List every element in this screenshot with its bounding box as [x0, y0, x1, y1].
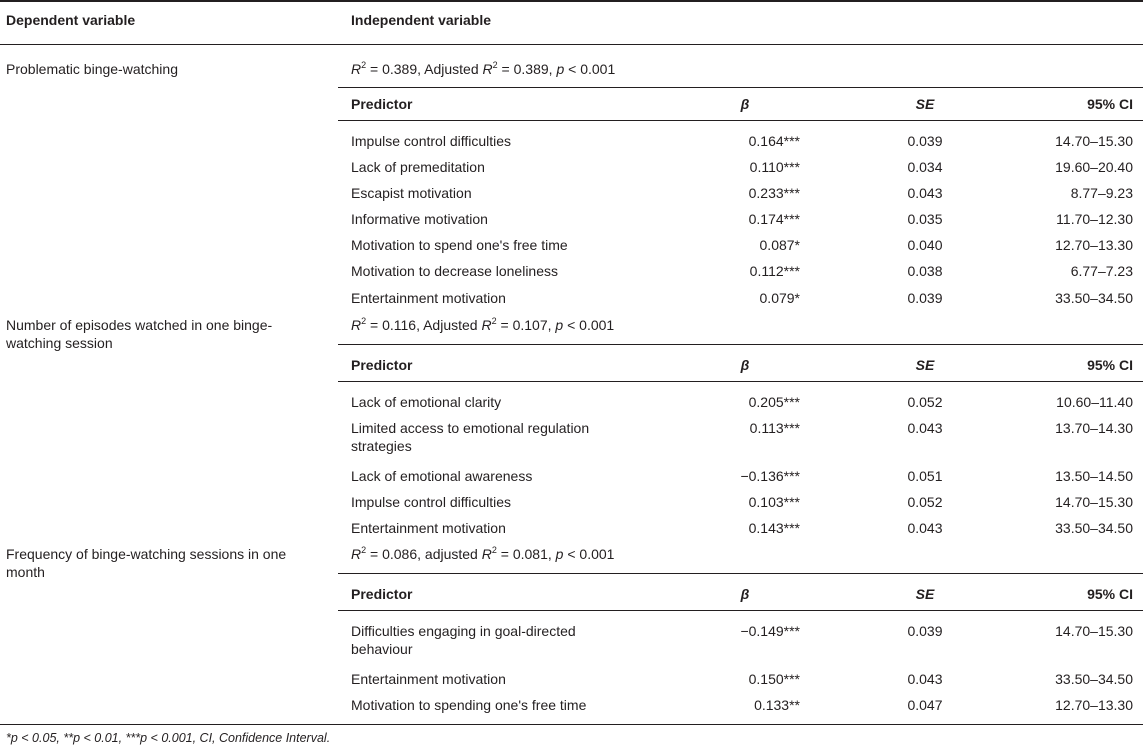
- subheader-ci: 95% CI: [1087, 586, 1133, 602]
- dependent-variable-label: Number of episodes watched in one binge-watching session: [6, 317, 273, 351]
- subheader-ci: 95% CI: [1087, 357, 1133, 373]
- ci-cell: 6.77–7.23: [1070, 263, 1133, 279]
- ci-cell: 12.70–13.30: [1055, 237, 1133, 253]
- beta-cell: 0.143***: [748, 520, 800, 536]
- dependent-variable-label: Problematic binge-watching: [6, 61, 178, 77]
- model-fit-stats: $R^2 = 0.389$, Adjusted $R^2 = 0.389$, p < 0.001: [351, 60, 616, 77]
- dependent-variable-label: Frequency of binge-watching sessions in one month: [6, 546, 287, 580]
- se-cell: 0.047: [907, 697, 943, 713]
- se-cell: 0.051: [907, 468, 943, 484]
- beta-cell: 0.174***: [748, 211, 800, 227]
- beta-cell: 0.112***: [749, 263, 800, 279]
- se-cell: 0.039: [907, 623, 943, 639]
- predictor-cell: Lack of emotional awareness: [351, 468, 533, 484]
- subheader-predictor: Predictor: [351, 96, 413, 112]
- ci-cell: 10.60–11.40: [1056, 394, 1133, 410]
- ci-cell: 8.77–9.23: [1070, 185, 1133, 201]
- subheader-se: SE: [915, 357, 935, 373]
- table-footnote: *p < 0.05, **p < 0.01, ***p < 0.001, CI, Confidence Interval.: [6, 731, 331, 745]
- predictor-cell: Limited access to emotional regulation strategies: [351, 420, 590, 454]
- ci-cell: 12.70–13.30: [1055, 697, 1133, 713]
- beta-cell: 0.079*: [759, 290, 800, 306]
- ci-cell: 13.70–14.30: [1055, 420, 1133, 436]
- se-cell: 0.034: [907, 159, 943, 175]
- ci-cell: 13.50–14.50: [1055, 468, 1133, 484]
- subheader-beta: β: [740, 96, 750, 112]
- se-cell: 0.043: [907, 420, 943, 436]
- se-cell: 0.052: [907, 494, 943, 510]
- column-header-independent: Independent variable: [351, 12, 492, 28]
- ci-cell: 14.70–15.30: [1055, 494, 1133, 510]
- predictor-cell: Entertainment motivation: [351, 671, 506, 687]
- beta-cell: 0.113***: [749, 420, 800, 436]
- subheader-rule: [338, 610, 1143, 611]
- beta-cell: 0.164***: [748, 133, 800, 149]
- se-cell: 0.043: [907, 520, 943, 536]
- ci-cell: 11.70–12.30: [1056, 211, 1133, 227]
- beta-cell: 0.150***: [748, 671, 800, 687]
- predictor-cell: Entertainment motivation: [351, 520, 506, 536]
- beta-cell: 0.087*: [759, 237, 800, 253]
- predictor-cell: Impulse control difficulties: [351, 494, 512, 510]
- ci-cell: 14.70–15.30: [1055, 133, 1133, 149]
- predictor-cell: Motivation to spending one's free time: [351, 697, 587, 713]
- beta-cell: 0.233***: [748, 185, 800, 201]
- subtable-top-rule: [338, 573, 1143, 574]
- beta-cell: 0.205***: [748, 394, 800, 410]
- predictor-cell: Motivation to spend one's free time: [351, 237, 568, 253]
- se-cell: 0.040: [907, 237, 943, 253]
- subtable-top-rule: [338, 344, 1143, 345]
- header-rule: [0, 44, 1143, 45]
- beta-cell: 0.103***: [748, 494, 800, 510]
- model-fit-stats: $R^2 = 0.086$, adjusted $R^2 = 0.081$, p < 0.001: [351, 545, 615, 562]
- model-fit-stats: $R^2 = 0.116$, Adjusted $R^2 = 0.107$, p < 0.001: [351, 316, 615, 333]
- ci-cell: 19.60–20.40: [1055, 159, 1133, 175]
- se-cell: 0.039: [907, 290, 943, 306]
- predictor-cell: Impulse control difficulties: [351, 133, 512, 149]
- ci-cell: 33.50–34.50: [1055, 520, 1133, 536]
- beta-cell: −0.136***: [740, 468, 800, 484]
- predictor-cell: Difficulties engaging in goal-directed behaviour: [351, 623, 576, 657]
- se-cell: 0.035: [907, 211, 943, 227]
- subheader-se: SE: [915, 586, 935, 602]
- se-cell: 0.038: [907, 263, 943, 279]
- column-header-dependent: Dependent variable: [6, 12, 136, 28]
- ci-cell: 33.50–34.50: [1055, 671, 1133, 687]
- beta-cell: −0.149***: [740, 623, 800, 639]
- se-cell: 0.039: [907, 133, 943, 149]
- subheader-ci: 95% CI: [1087, 96, 1133, 112]
- subheader-rule: [338, 381, 1143, 382]
- se-cell: 0.043: [907, 185, 943, 201]
- predictor-cell: Motivation to decrease loneliness: [351, 263, 559, 279]
- subheader-predictor: Predictor: [351, 586, 413, 602]
- table-top-rule: [0, 0, 1143, 2]
- subheader-predictor: Predictor: [351, 357, 413, 373]
- predictor-cell: Entertainment motivation: [351, 290, 506, 306]
- table-bottom-rule: [0, 724, 1143, 725]
- beta-cell: 0.133**: [754, 697, 800, 713]
- subtable-top-rule: [338, 87, 1143, 88]
- predictor-cell: Informative motivation: [351, 211, 488, 227]
- subheader-rule: [338, 120, 1143, 121]
- subheader-beta: β: [740, 586, 750, 602]
- ci-cell: 33.50–34.50: [1055, 290, 1133, 306]
- predictor-cell: Escapist motivation: [351, 185, 472, 201]
- ci-cell: 14.70–15.30: [1055, 623, 1133, 639]
- predictor-cell: Lack of premeditation: [351, 159, 485, 175]
- subheader-se: SE: [915, 96, 935, 112]
- predictor-cell: Lack of emotional clarity: [351, 394, 502, 410]
- se-cell: 0.052: [907, 394, 943, 410]
- subheader-beta: β: [740, 357, 750, 373]
- se-cell: 0.043: [907, 671, 943, 687]
- beta-cell: 0.110***: [749, 159, 800, 175]
